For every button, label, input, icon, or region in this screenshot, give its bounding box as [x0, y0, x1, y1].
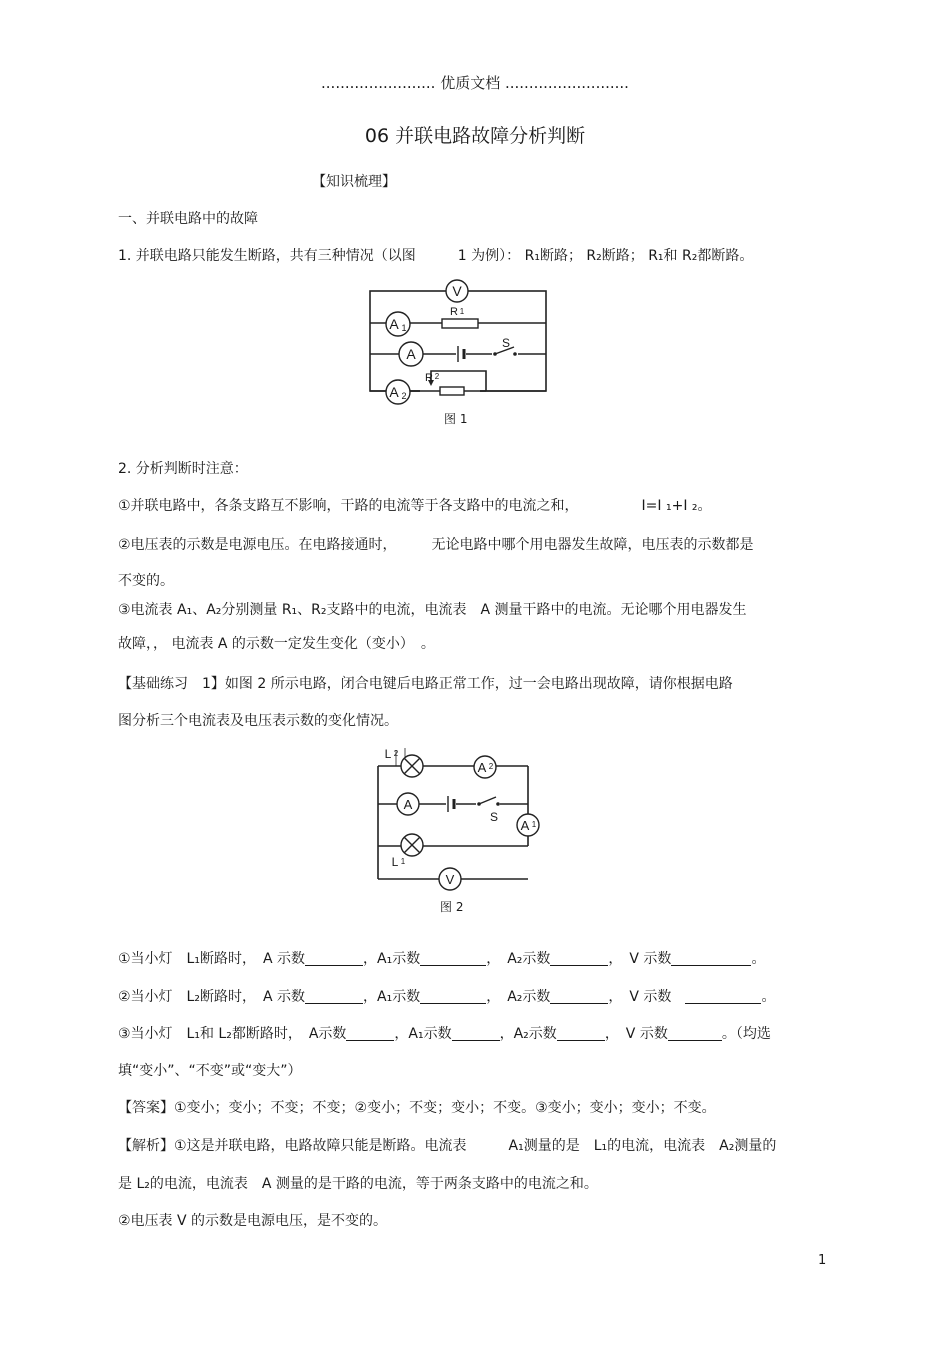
switch-s: [492, 336, 518, 358]
question-2: ②当小灯 L₂断路时， A 示数 ，A₁示数 ， A₂示数 ， V 示数 。: [118, 989, 776, 1005]
question-3: ③当小灯 L₁和 L₂都断路时， A示数 ，A₁示数 ，A₂示数 ， V 示数 。（均选: [118, 1026, 771, 1042]
svg-text:V: V: [452, 283, 462, 299]
svg-text:2: 2: [401, 391, 407, 401]
rheostat-r2: [410, 371, 486, 396]
circuit-diagram-1: [358, 276, 558, 406]
page-number: 1: [818, 1253, 827, 1268]
svg-text:L: L: [391, 855, 399, 869]
lamp-l2: [385, 747, 423, 777]
voltmeter-v: [446, 280, 468, 302]
analysis-line-1: 【解析】①这是并联电路，电路故障只能是断路。电流表 A₁测量的是 L₁的电流，电流表 A₂测量的: [118, 1138, 777, 1154]
note-2-line-2: 不变的。: [118, 573, 174, 589]
svg-text:V: V: [445, 872, 455, 887]
answer-blank[interactable]: [420, 989, 486, 1004]
answer-blank[interactable]: [557, 1026, 605, 1041]
answer-blank[interactable]: [671, 951, 751, 966]
ammeter-a1: [386, 312, 410, 336]
exercise-line-1: 【基础练习 1】如图 2 所示电路，闭合电键后电路正常工作，过一会电路出现故障，请你根据电路: [118, 676, 733, 692]
note-3-line-2: 故障，， 电流表 A 的示数一定发生变化（变小） 。: [118, 636, 435, 652]
resistor-r1: [442, 306, 478, 328]
svg-text:A: A: [389, 316, 399, 332]
answer-blank[interactable]: [550, 951, 608, 966]
svg-text:2: 2: [488, 762, 494, 771]
circuit-diagram-2: [370, 740, 550, 892]
note-3-line-1: ③电流表 A₁、A₂分别测量 R₁、R₂支路中的电流，电流表 A 测量干路中的电流。无论哪个用电器发生: [118, 602, 747, 618]
battery: [446, 796, 456, 812]
answer-blank[interactable]: [420, 951, 486, 966]
answer-blank[interactable]: [550, 989, 608, 1004]
answer-blank[interactable]: [668, 1026, 722, 1041]
svg-text:1: 1: [401, 323, 407, 333]
svg-text:A: A: [389, 384, 399, 400]
switch-s: [476, 797, 500, 824]
svg-text:1: 1: [459, 307, 465, 316]
note-1: ①并联电路中，各条支路互不影响，干路的电流等于各支路中的电流之和， I=I ₁+I ₂。: [118, 498, 712, 514]
question-3-line-2: 填“变小”、“不变”或“变大”）: [118, 1063, 302, 1079]
svg-text:A: A: [403, 797, 413, 812]
section-heading: 一、并联电路中的故障: [118, 211, 258, 227]
analysis-line-3: ②电压表 V 的示数是电源电压，是不变的。: [118, 1213, 388, 1229]
voltmeter-v: [439, 868, 461, 890]
svg-text:A: A: [477, 760, 487, 775]
answer-blank[interactable]: [452, 1026, 500, 1041]
figure-1-caption: 图 1: [444, 412, 468, 426]
svg-text:L: L: [384, 747, 392, 761]
exercise-line-2: 图分析三个电流表及电压表示数的变化情况。: [118, 713, 398, 729]
svg-text:2: 2: [434, 372, 440, 381]
ammeter-a1: [517, 814, 539, 836]
point-2: 2. 分析判断时注意：: [118, 461, 248, 477]
battery: [456, 346, 466, 362]
answer-blank[interactable]: [305, 951, 363, 966]
question-1: ①当小灯 L₁断路时， A 示数 ，A₁示数 ， A₂示数 ， V 示数 。: [118, 951, 766, 967]
ammeter-a2: [386, 380, 410, 404]
answer-line: 【答案】①变小；变小；不变；不变；②变小；不变；变小；不变。③变小；变小；变小；不变。: [118, 1100, 716, 1116]
ammeter-a2: [474, 756, 496, 778]
svg-text:S: S: [489, 810, 499, 824]
knowledge-heading: 【知识梳理】: [312, 174, 396, 190]
svg-text:S: S: [501, 336, 511, 350]
svg-text:2: 2: [393, 749, 399, 758]
analysis-line-2: 是 L₂的电流，电流表 A 测量的是干路的电流，等于两条支路中的电流之和。: [118, 1176, 598, 1192]
svg-text:1: 1: [531, 820, 537, 829]
svg-text:1: 1: [400, 857, 406, 866]
ammeter-a: [397, 793, 419, 815]
svg-text:A: A: [406, 346, 416, 362]
figure-2-caption: 图 2: [440, 900, 464, 914]
page-header: ........................ 优质文档 ..........................: [321, 74, 629, 92]
answer-blank[interactable]: [685, 989, 761, 1004]
ammeter-a: [399, 342, 423, 366]
fig1-wires: [370, 291, 546, 391]
page-title: 06 并联电路故障分析判断: [364, 125, 586, 147]
point-1: 1. 并联电路只能发生断路，共有三种情况（以图 1 为例）： R₁断路； R₂断路； R₁和 R₂都断路。: [118, 248, 754, 264]
svg-text:R: R: [450, 306, 458, 318]
note-2-line-1: ②电压表的示数是电源电压。在电路接通时， 无论电路中哪个用电器发生故障，电压表的示数都是: [118, 537, 754, 553]
svg-text:A: A: [520, 818, 530, 833]
svg-text:R: R: [425, 372, 433, 384]
answer-blank[interactable]: [305, 989, 363, 1004]
answer-blank[interactable]: [346, 1026, 394, 1041]
lamp-l1: [392, 834, 423, 869]
